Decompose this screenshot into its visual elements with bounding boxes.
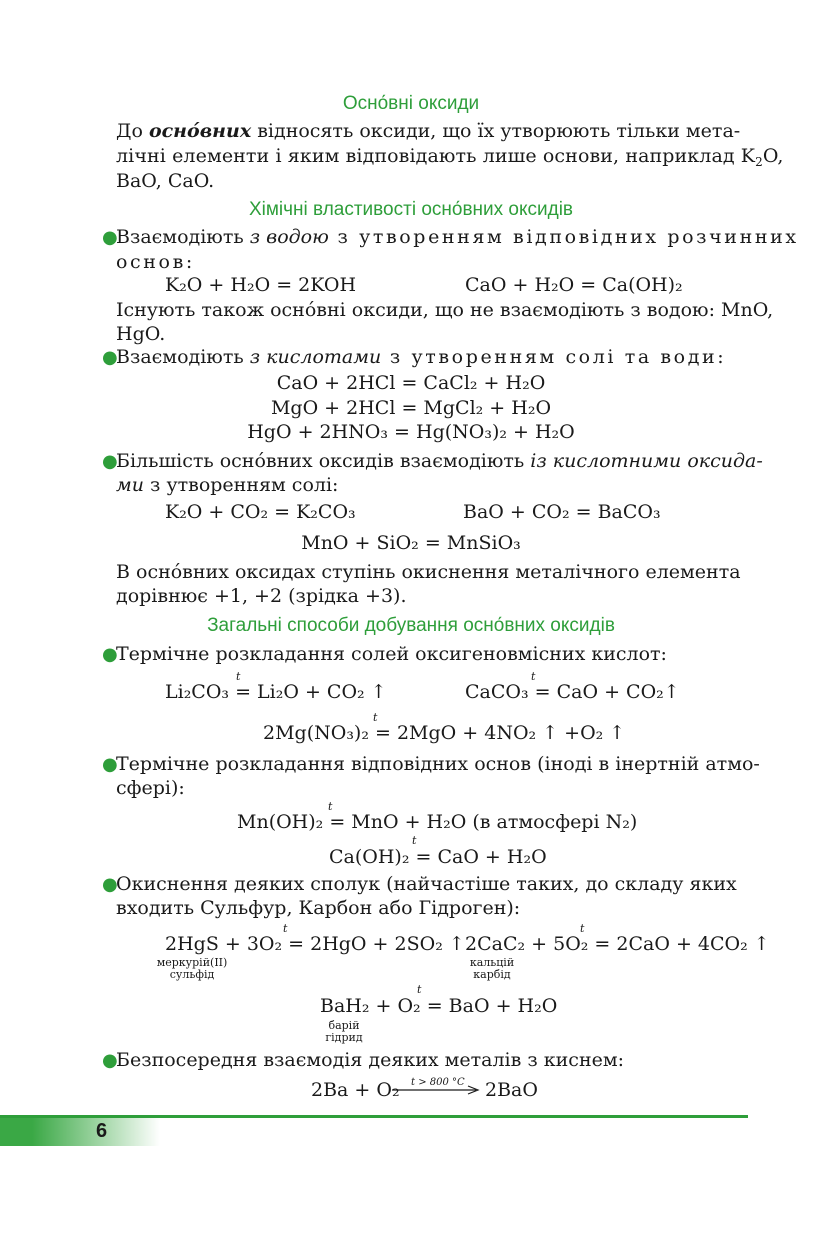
b7-equation-right: 2BaO: [485, 1079, 538, 1101]
section-heading-basic-oxides: Осно́вні оксиди: [342, 93, 480, 114]
intro-line-1: До осно́вних відносять оксиди, що їх утворюють тільки мета-: [116, 120, 741, 142]
b1-line-1: Взаємодіють з водою з утворенням відповідних розчинних: [116, 226, 799, 248]
b7-line-1: Безпосередня взаємодія деяких металів з киснем:: [116, 1049, 625, 1071]
b2-line-1: Взаємодіють з кислотами з утворенням солі та води:: [116, 346, 727, 368]
temperature-mark: t: [373, 711, 378, 724]
temperature-mark: t: [328, 800, 333, 813]
temperature-mark: t: [412, 834, 417, 847]
section-heading-production-methods: Загальні способи добування осно́вних оксидів: [207, 615, 615, 636]
b6-label-mercury-sulfide: меркурій(II) сульфід: [156, 956, 228, 981]
temperature-mark: t: [580, 922, 585, 935]
section-heading-chemical-properties: Хімічні властивості осно́вних оксидів: [248, 199, 574, 220]
b3-line-2: ми з утворенням солі:: [116, 474, 339, 496]
b1-equation-2: CaO + H₂O = Ca(OH)₂: [465, 274, 683, 296]
b6-equation-3: BaH₂ + O₂ = BaO + H₂O: [320, 995, 558, 1017]
b4-equation-1: Li₂CO₃ = Li₂O + CO₂ ↑: [165, 681, 387, 703]
b3-equation-1: K₂O + CO₂ = K₂CO₃: [165, 501, 356, 523]
b4-equation-3: 2Mg(NO₃)₂ = 2MgO + 4NO₂ ↑ +O₂ ↑: [263, 722, 626, 744]
b7-equation-left: 2Ba + O₂: [311, 1079, 400, 1101]
b1-line-2: основ:: [116, 251, 195, 273]
bullet-dot: ●: [102, 754, 118, 775]
b5-equation-1: Mn(OH)₂ = MnO + H₂O (в атмосфері N₂): [237, 811, 638, 833]
bullet-dot: ●: [102, 347, 118, 368]
b4-line-1: Термічне розкладання солей оксигеновмісних кислот:: [116, 643, 667, 665]
b3-equation-2: BaO + CO₂ = BaCO₃: [463, 501, 661, 523]
b2-equation-1: CaO + 2HCl = CaCl₂ + H₂O: [276, 372, 546, 394]
b3-note-2: дорівнює +1, +2 (зрідка +3).: [116, 585, 407, 607]
temperature-mark: t: [236, 670, 241, 683]
bullet-dot: ●: [102, 1050, 118, 1071]
intro-line-2: лічні елементи і яким відповідають лише основи, наприклад $K_2O$,: [116, 145, 784, 169]
reaction-arrow-icon: [392, 1084, 482, 1096]
b1-note-1: Існують також осно́вні оксиди, що не взаємодіють з водою: MnO,: [116, 299, 774, 321]
temperature-mark: t: [283, 922, 288, 935]
bullet-dot: ●: [102, 227, 118, 248]
b6-equation-2: 2CaC₂ + 5O₂ = 2CaO + 4CO₂ ↑: [465, 933, 770, 955]
footer-page-tab: [0, 1118, 160, 1146]
b1-equation-1: K₂O + H₂O = 2KOH: [165, 274, 357, 296]
temperature-mark: t: [531, 670, 536, 683]
b4-equation-2: CaCO₃ = CaO + CO₂↑: [465, 681, 680, 703]
bullet-dot: ●: [102, 451, 118, 472]
bullet-dot: ●: [102, 874, 118, 895]
page-number: 6: [96, 1120, 108, 1142]
b5-line-2: сфері):: [116, 777, 185, 799]
b6-equation-1: 2HgS + 3O₂ = 2HgO + 2SO₂ ↑: [165, 933, 465, 955]
b2-equation-2: MgO + 2HCl = MgCl₂ + H₂O: [270, 397, 552, 419]
b5-line-1: Термічне розкладання відповідних основ (іноді в інертній атмо-: [116, 753, 760, 775]
temperature-mark: t: [417, 983, 422, 996]
b5-equation-2: Ca(OH)₂ = CaO + H₂O: [329, 846, 547, 868]
b7-condition: t > 800 °C: [411, 1077, 465, 1088]
b3-line-1: Більшість осно́вних оксидів взаємодіють із кислотними оксида-: [116, 450, 763, 472]
b3-note-1: В осно́вних оксидах ступінь окиснення металічного елемента: [116, 561, 741, 583]
b6-label-calcium-carbide: кальцій карбід: [469, 956, 515, 981]
intro-line-3: BaO, CaO.: [116, 170, 215, 192]
b3-equation-3: MnO + SiO₂ = MnSiO₃: [301, 532, 521, 554]
b6-label-barium-hydride: барій гідрид: [325, 1019, 363, 1044]
bullet-dot: ●: [102, 644, 118, 665]
b6-line-1: Окиснення деяких сполук (найчастіше таких, до складу яких: [116, 873, 737, 895]
b2-equation-3: HgO + 2HNO₃ = Hg(NO₃)₂ + H₂O: [247, 421, 575, 443]
b6-line-2: входить Сульфур, Карбон або Гідроген):: [116, 897, 521, 919]
b1-note-2: HgO.: [116, 323, 166, 345]
